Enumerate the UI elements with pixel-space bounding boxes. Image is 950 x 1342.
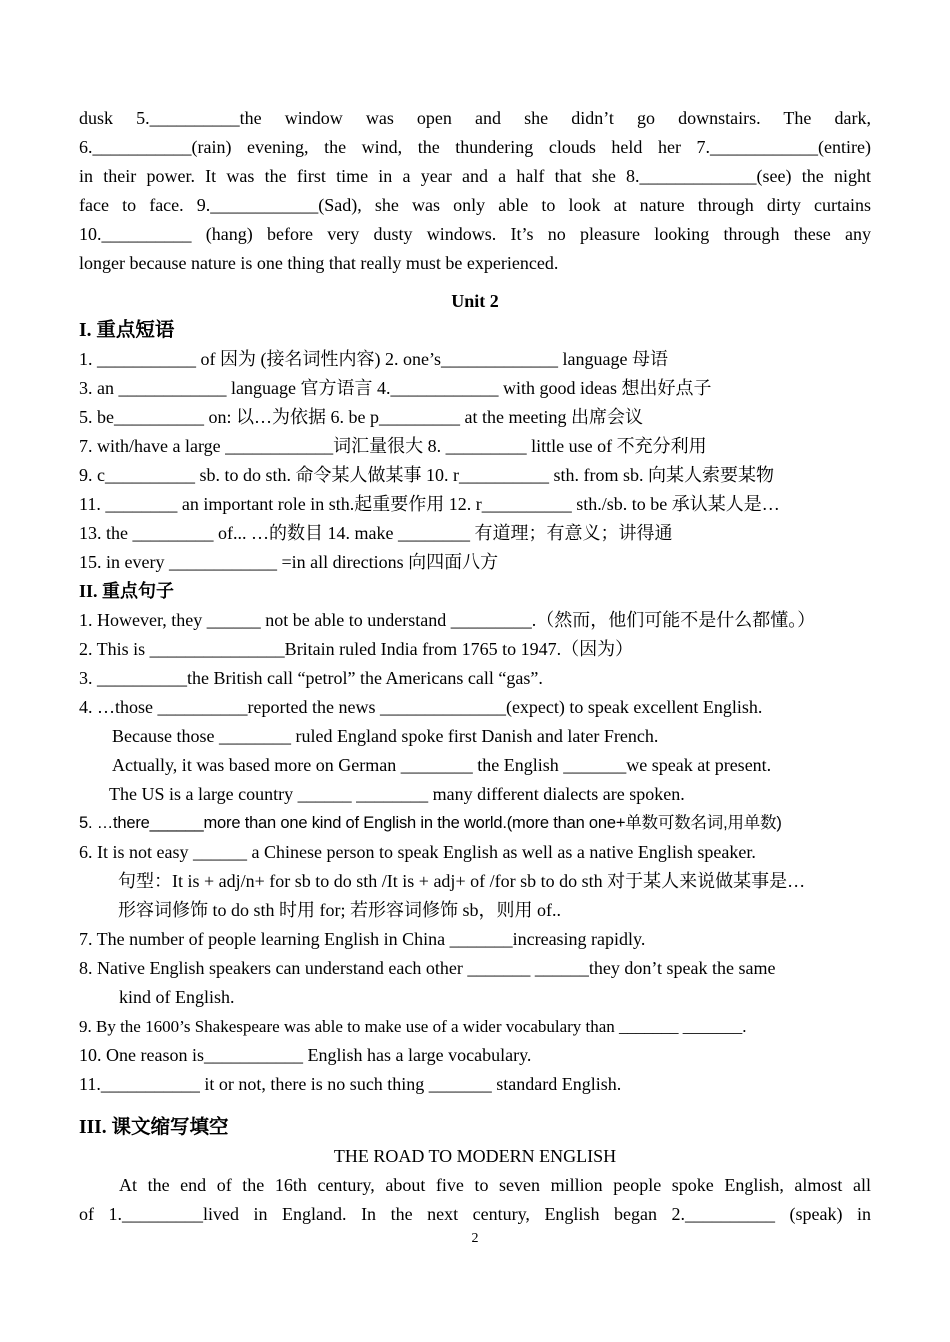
sentence-line: 2. This is _______________Britain ruled India from 1765 to 1947.（因为） [79, 639, 634, 659]
sentence-line: 11.___________ it or not, there is no such thing _______ standard English. [79, 1074, 622, 1094]
phrase-line: 9. c__________ sb. to do sth. 命令某人做某事 10. r__________ sth. from sb. 向某人索要某物 [79, 465, 774, 485]
sentence-line: 9. By the 1600’s Shakespeare was able to make use of a wider vocabulary than _______ _______. [79, 1017, 747, 1036]
passage-line: in their power. It was the first time in a year and a half that she 8._____________(see) the night [79, 166, 871, 186]
phrase-line: 1. ___________ of 因为 (接名词性内容) 2. one’s_____________ language 母语 [79, 349, 668, 369]
passage-line: of 1._________lived in England. In the next century, English began 2.__________ (speak) in [79, 1204, 871, 1224]
sentence-line: 3. __________the British call “petrol” the Americans call “gas”. [79, 668, 543, 688]
document-page [79, 104, 871, 1229]
sentence-line: Because those ________ ruled England spoke first Danish and later French. [112, 726, 659, 746]
grammar-note: 形容词修饰 to do sth 时用 for; 若形容词修饰 sb，则用 of.. [118, 900, 561, 920]
sentence-line: 10. One reason is___________ English has a large vocabulary. [79, 1045, 532, 1065]
passage-title: THE ROAD TO MODERN ENGLISH [333, 1146, 617, 1166]
passage-line: longer because nature is one thing that really must be experienced. [79, 253, 559, 273]
phrase-line: 5. be__________ on: 以…为依据 6. be p_________ at the meeting 出席会议 [79, 407, 643, 427]
sentence-line: Actually, it was based more on German ________ the English _______we speak at present. [112, 755, 772, 775]
passage-line: face to face. 9.____________(Sad), she was only able to look at nature through dirty curtains [79, 195, 871, 215]
sentence-line: 5. …there______more than one kind of English in the world.(more than one+单数可数名词,用单数) [79, 814, 782, 832]
phrase-line: 3. an ____________ language 官方语言 4.____________ with good ideas 想出好点子 [79, 378, 712, 398]
passage-line: dusk 5.__________the window was open and she didn’t go downstairs. The dark, [79, 108, 871, 128]
phrase-line: 15. in every ____________ =in all directions 向四面八方 [79, 552, 499, 572]
phrase-line: 13. the _________ of... …的数目 14. make ________ 有道理；有意义；讲得通 [79, 523, 673, 543]
sentence-line: 7. The number of people learning English in China _______increasing rapidly. [79, 929, 646, 949]
sentence-line: The US is a large country ______ ________ many different dialects are spoken. [109, 784, 685, 804]
sentence-line: kind of English. [119, 987, 235, 1007]
passage-line: 6.___________(rain) evening, the wind, the thundering clouds held her 7.____________(entire) [79, 137, 871, 157]
sentence-line: 8. Native English speakers can understand each other _______ ______they don’t speak the same [79, 958, 776, 978]
grammar-note: 句型：It is + adj/n+ for sb to do sth /It is + adj+ of /for sb to do sth 对于某人来说做某事是… [118, 871, 806, 891]
sentence-line: 1. However, they ______ not be able to understand _________.（然而，他们可能不是什么都懂。） [79, 610, 816, 630]
section-heading-sentences: II. 重点句子 [79, 581, 175, 601]
page-number: 2 [471, 1231, 479, 1246]
sentence-line: 4. …those __________reported the news ______________(expect) to speak excellent English. [79, 697, 763, 717]
section-heading-phrases: I. 重点短语 [79, 320, 175, 341]
section-heading-summary: III. 课文缩写填空 [79, 1117, 229, 1138]
unit-title: Unit 2 [451, 291, 499, 311]
passage-line: 10.__________ (hang) before very dusty windows. It’s no pleasure looking through these any [79, 224, 871, 244]
phrase-line: 7. with/have a large ____________词汇量很大 8. _________ little use of 不充分利用 [79, 436, 707, 456]
passage-line: At the end of the 16th century, about five to seven million people spoke English, almost all [119, 1175, 871, 1195]
sentence-line: 6. It is not easy ______ a Chinese person to speak English as well as a native English speaker. [79, 842, 756, 862]
phrase-line: 11. ________ an important role in sth.起重要作用 12. r__________ sth./sb. to be 承认某人是… [79, 494, 780, 514]
